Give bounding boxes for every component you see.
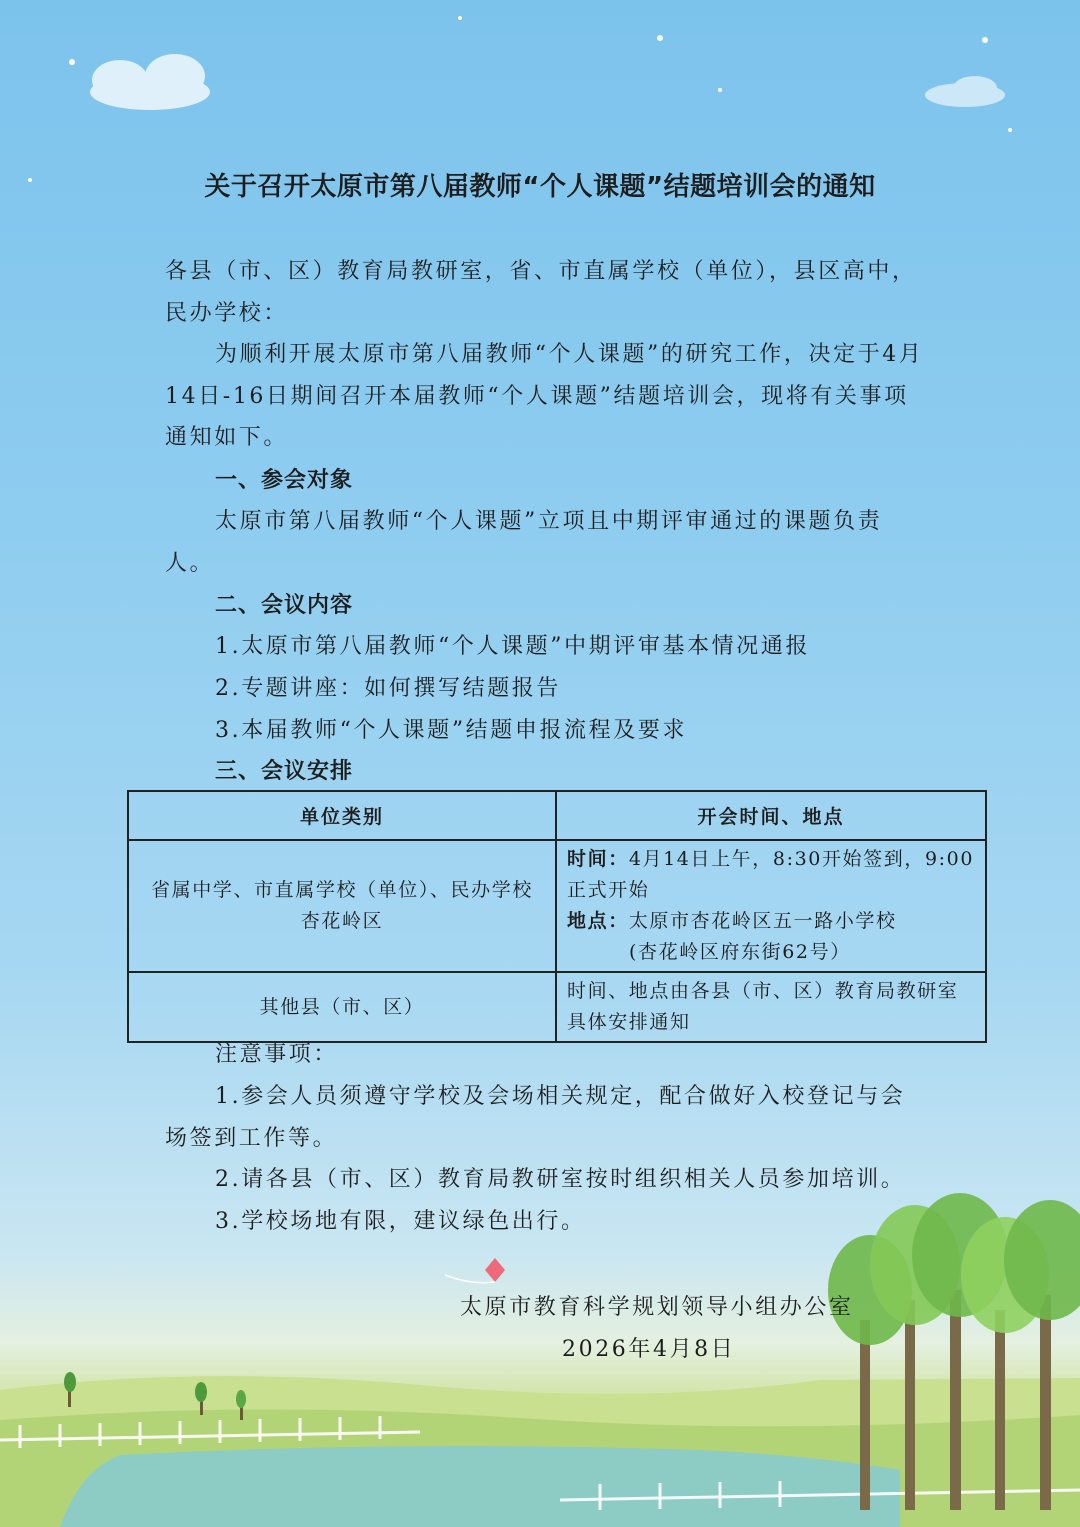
table-row	[128, 840, 986, 972]
category-text: 杏花岭区	[300, 910, 384, 932]
place-label: 地点：	[567, 910, 629, 932]
time-label: 时间：	[567, 848, 629, 870]
section2-heading: 二、会议内容	[215, 593, 354, 618]
notes-item: 2.请各县（市、区）教育局教研室按时组织相关人员参加培训。	[215, 1167, 906, 1192]
place-text: 太原市杏花岭区五一路小学校	[628, 910, 897, 932]
table-cell-category	[128, 840, 556, 972]
intro-paragraph: 为顺利开展太原市第八届教师“个人课题”的研究工作，决定于4月14日-16日期间召开本届教师“个人课题”结题培训会，现将有关事项通知如下。	[165, 342, 924, 450]
section3-heading: 三、会议安排	[215, 759, 354, 784]
table-header-row	[128, 791, 986, 840]
table-cell-time-place	[556, 840, 986, 972]
table-header-cell: 开会时间、地点	[556, 791, 986, 840]
page-title: 关于召开太原市第八届教师“个人课题”结题培训会的通知	[204, 172, 876, 202]
time-text: 4月14日上午，8:30开始签到，9:00正式开始	[567, 848, 975, 901]
section2-item: 3.本届教师“个人课题”结题申报流程及要求	[215, 718, 688, 743]
category-text: 省属中学、市直属学校（单位）、民办学校	[151, 879, 533, 901]
notes-heading: 注意事项：	[215, 1042, 339, 1067]
signature-org: 太原市教育科学规划领导小组办公室	[460, 1295, 854, 1320]
notes-item: 3.学校场地有限，建议绿色出行。	[215, 1209, 586, 1234]
table-row	[128, 972, 986, 1042]
section1-heading: 一、参会对象	[215, 468, 354, 493]
section1-text: 太原市第八届教师“个人课题”立项且中期评审通过的课题负责人。	[165, 509, 883, 576]
section2-item: 1.太原市第八届教师“个人课题”中期评审基本情况通报	[215, 634, 811, 659]
place-address: (杏花岭区府东街62号）	[629, 941, 851, 963]
signature-date: 2026年4月8日	[562, 1337, 736, 1362]
notes-item: 1.参会人员须遵守学校及会场相关规定，配合做好入校登记与会场签到工作等。	[165, 1084, 906, 1151]
section2-item: 2.专题讲座：如何撰写结题报告	[215, 676, 561, 701]
table-cell-note: 时间、地点由各县（市、区）教育局教研室具体安排通知	[556, 972, 986, 1042]
arrangement-table	[127, 790, 987, 1043]
table-cell-category: 其他县（市、区）	[128, 972, 556, 1042]
table-header-cell: 单位类别	[128, 791, 556, 840]
salutation: 各县（市、区）教育局教研室，省、市直属学校（单位），县区高中，民办学校：	[165, 259, 917, 326]
